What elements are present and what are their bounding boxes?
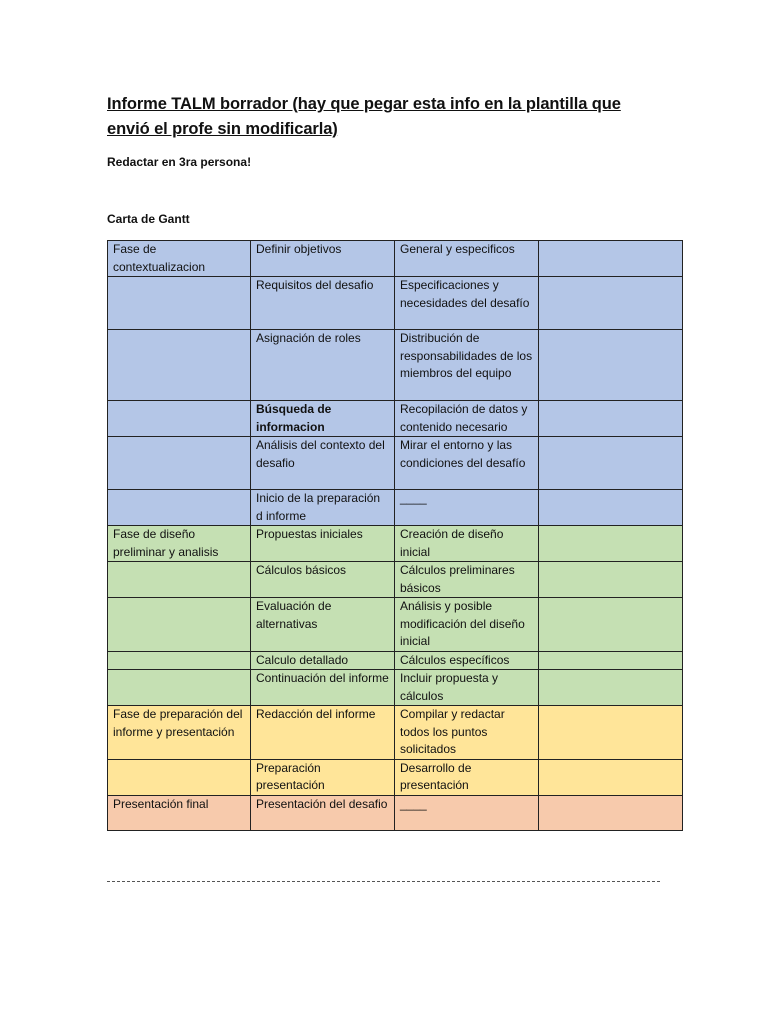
gantt-heading: Carta de Gantt <box>107 212 190 226</box>
gantt-row <box>108 759 683 795</box>
gantt-description-cell: Mirar el entorno y las condiciones del desafío <box>395 437 539 490</box>
gantt-extra-cell <box>539 795 683 830</box>
gantt-row <box>108 526 683 562</box>
gantt-phase-cell <box>108 598 251 652</box>
gantt-row <box>108 437 683 490</box>
document-title: Informe TALM borrador (hay que pegar esta info en la plantilla que envió el profe sin modificarla) <box>107 95 621 138</box>
gantt-phase-cell: Fase de diseño preliminar y analisis <box>108 526 251 562</box>
gantt-extra-cell <box>539 759 683 795</box>
gantt-description-cell: Cálculos específicos <box>395 651 539 670</box>
gantt-description-cell: Especificaciones y necesidades del desafío <box>395 277 539 330</box>
gantt-description-cell: Recopilación de datos y contenido necesario <box>395 401 539 437</box>
gantt-row <box>108 795 683 830</box>
gantt-phase-cell <box>108 651 251 670</box>
gantt-table-body <box>108 241 683 831</box>
gantt-extra-cell <box>539 562 683 598</box>
gantt-description-cell: Incluir propuesta y cálculos <box>395 670 539 706</box>
gantt-phase-cell: Fase de contextualizacion <box>108 241 251 277</box>
gantt-extra-cell <box>539 277 683 330</box>
gantt-row <box>108 330 683 401</box>
gantt-row <box>108 598 683 652</box>
gantt-extra-cell <box>539 598 683 652</box>
gantt-extra-cell <box>539 490 683 526</box>
gantt-description-cell: Desarrollo de presentación <box>395 759 539 795</box>
gantt-activity-cell: Inicio de la preparación d informe <box>251 490 395 526</box>
gantt-activity-cell: Redacción del informe <box>251 706 395 760</box>
gantt-description-cell: Creación de diseño inicial <box>395 526 539 562</box>
gantt-phase-cell <box>108 490 251 526</box>
gantt-activity-cell: Búsqueda de informacion <box>251 401 395 437</box>
gantt-description-cell: General y especificos <box>395 241 539 277</box>
gantt-row <box>108 277 683 330</box>
gantt-description-cell: Distribución de responsabilidades de los miembros del equipo <box>395 330 539 401</box>
gantt-row <box>108 706 683 760</box>
dashed-divider <box>107 881 660 882</box>
gantt-extra-cell <box>539 526 683 562</box>
gantt-activity-cell: Análisis del contexto del desafio <box>251 437 395 490</box>
gantt-description-cell: Análisis y posible modificación del diseño inicial <box>395 598 539 652</box>
gantt-extra-cell <box>539 670 683 706</box>
gantt-activity-cell: Presentación del desafio <box>251 795 395 830</box>
gantt-table <box>107 240 683 831</box>
gantt-description-cell: Compilar y redactar todos los puntos solicitados <box>395 706 539 760</box>
gantt-phase-cell <box>108 401 251 437</box>
gantt-row <box>108 401 683 437</box>
gantt-activity-cell: Preparación presentación <box>251 759 395 795</box>
instruction-text: Redactar en 3ra persona! <box>107 155 252 169</box>
gantt-extra-cell <box>539 437 683 490</box>
gantt-row <box>108 241 683 277</box>
gantt-row <box>108 670 683 706</box>
gantt-phase-cell: Fase de preparación del informe y presentación <box>108 706 251 760</box>
gantt-phase-cell <box>108 562 251 598</box>
gantt-phase-cell <box>108 670 251 706</box>
gantt-activity-cell: Propuestas iniciales <box>251 526 395 562</box>
gantt-row <box>108 651 683 670</box>
gantt-row <box>108 490 683 526</box>
gantt-phase-cell <box>108 330 251 401</box>
gantt-extra-cell <box>539 401 683 437</box>
gantt-description-cell: Cálculos preliminares básicos <box>395 562 539 598</box>
gantt-activity-cell: Asignación de roles <box>251 330 395 401</box>
gantt-extra-cell <box>539 706 683 760</box>
gantt-phase-cell <box>108 437 251 490</box>
gantt-row <box>108 562 683 598</box>
gantt-phase-cell <box>108 759 251 795</box>
gantt-activity-cell: Evaluación de alternativas <box>251 598 395 652</box>
gantt-activity-cell: Requisitos del desafio <box>251 277 395 330</box>
gantt-activity-cell: Definir objetivos <box>251 241 395 277</box>
gantt-description-cell: ____ <box>395 795 539 830</box>
gantt-extra-cell <box>539 330 683 401</box>
gantt-activity-cell: Cálculos básicos <box>251 562 395 598</box>
gantt-description-cell: ____ <box>395 490 539 526</box>
gantt-phase-cell <box>108 277 251 330</box>
gantt-activity-cell: Calculo detallado <box>251 651 395 670</box>
gantt-activity-cell: Continuación del informe <box>251 670 395 706</box>
gantt-phase-cell: Presentación final <box>108 795 251 830</box>
gantt-extra-cell <box>539 651 683 670</box>
gantt-extra-cell <box>539 241 683 277</box>
